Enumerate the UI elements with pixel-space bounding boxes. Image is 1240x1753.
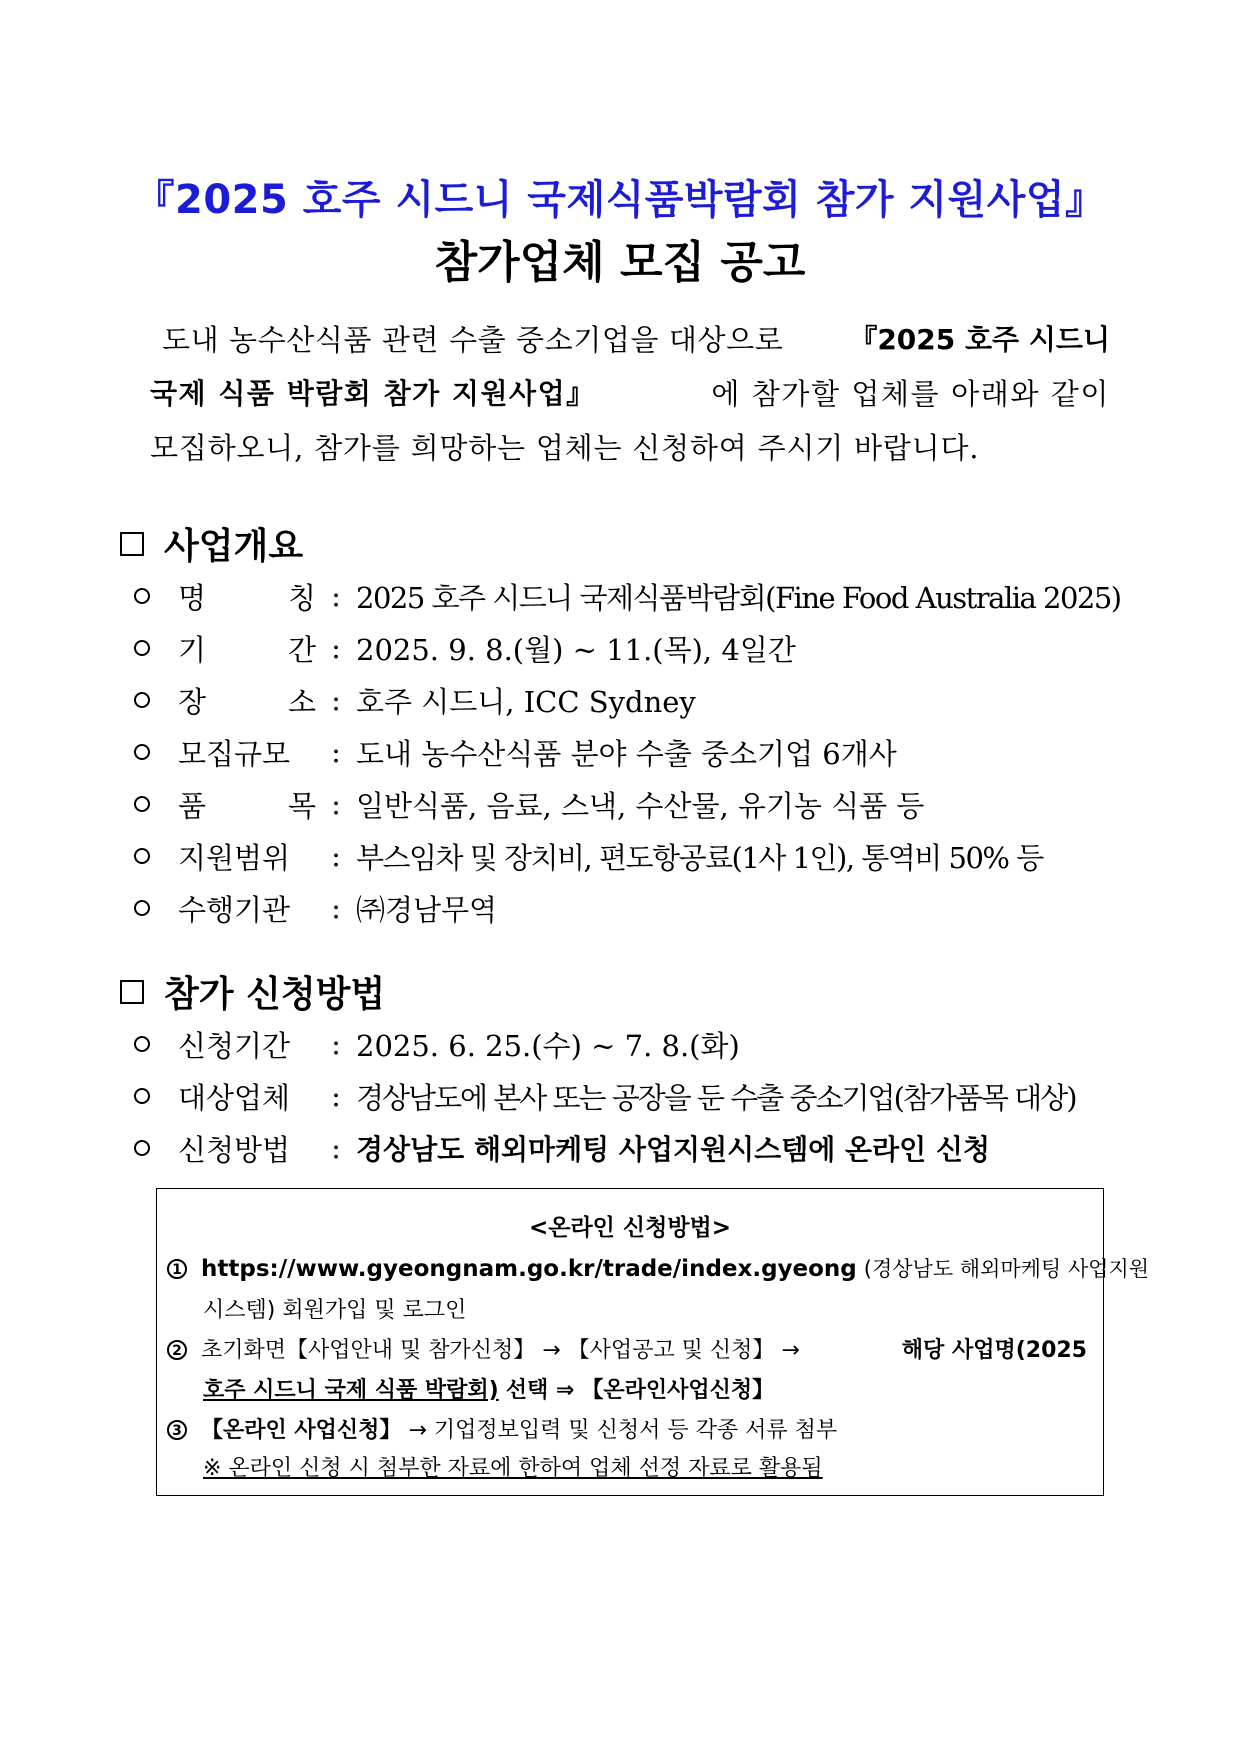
intro-bold-1: 『2025 호주 시드니 — [849, 323, 1110, 356]
step-2-text-c: 호주 시드니 국제 식품 박람회) — [203, 1378, 499, 1403]
item-label: 신청기간 — [178, 1028, 291, 1063]
item-colon: : — [331, 631, 341, 665]
circle-bullet-icon — [134, 848, 150, 864]
step-3-text-a: 【온라인 사업신청】 — [201, 1418, 402, 1443]
item-label: 품 목 — [178, 788, 316, 823]
step-3-text-b: → 기업정보입력 및 신청서 등 각종 서류 첨부 — [408, 1418, 838, 1443]
item-value: 도내 농수산식품 분야 수출 중소기업 6개사 — [356, 736, 897, 771]
note-text: ※ 온라인 신청 시 첨부한 자료에 한하여 업체 선정 자료로 활용됨 — [203, 1456, 823, 1481]
step-2-text-a: 초기화면【사업안내 및 참가신청】 → 【사업공고 및 신청】 → — [201, 1338, 800, 1363]
circle-bullet-icon — [134, 796, 150, 812]
section-heading-application — [120, 966, 385, 1017]
intro-bold-2: 국제 식품 박람회 참가 지원사업』 — [150, 377, 596, 410]
item-colon: : — [331, 1027, 341, 1061]
document-subtitle: 참가업체 모집 공고 — [434, 237, 806, 288]
circle-bullet-icon — [134, 900, 150, 916]
item-value: ㈜경남무역 — [356, 892, 498, 927]
item-label: 명 칭 — [178, 580, 316, 615]
item-colon: : — [331, 1079, 341, 1113]
circle-bullet-icon — [134, 692, 150, 708]
step-2-text-d: 선택 ⇒ — [505, 1378, 575, 1403]
overview-item-name — [134, 576, 1121, 616]
overview-item-support — [134, 836, 1114, 876]
item-label: 장 소 — [178, 684, 316, 719]
overview-item-venue — [134, 680, 1114, 720]
item-colon: : — [331, 891, 341, 925]
section-title: 사업개요 — [164, 526, 304, 567]
circle-bullet-icon — [134, 588, 150, 604]
item-colon: : — [331, 839, 341, 873]
step-2-text-e: 【온라인사업신청】 — [581, 1378, 775, 1403]
application-item-period — [134, 1024, 1114, 1064]
circle-bullet-icon — [134, 1036, 150, 1052]
item-value: 일반식품, 음료, 스낵, 수산물, 유기농 식품 등 — [356, 788, 925, 823]
intro-line-3 — [150, 426, 1110, 467]
item-colon: : — [331, 787, 341, 821]
intro-text-3: 모집하오니, 참가를 희망하는 업체는 신청하여 주시기 바랍니다. — [150, 431, 980, 465]
item-label: 수행기관 — [178, 892, 291, 927]
intro-line-1 — [150, 318, 1110, 359]
intro-text-1: 도내 농수산식품 관련 수출 중소기업을 대상으로 — [162, 323, 784, 357]
step-1-line-1 — [167, 1253, 1150, 1283]
circled-number-icon: 2 — [167, 1340, 187, 1360]
application-item-target — [134, 1076, 1114, 1116]
step-2-text-b: 해당 사업명(2025 — [901, 1338, 1087, 1363]
item-value: 2025. 9. 8.(월) ~ 11.(목), 4일간 — [356, 632, 796, 667]
item-label: 기 간 — [178, 632, 316, 667]
circled-number-icon: 1 — [167, 1259, 187, 1279]
item-label: 대상업체 — [178, 1080, 291, 1115]
circled-number-icon: 3 — [167, 1420, 187, 1440]
step-1-line-2 — [167, 1293, 1123, 1324]
box-title: <온라인 신청방법> — [528, 1215, 732, 1241]
item-value: 호주 시드니, ICC Sydney — [356, 684, 696, 719]
intro-line-2 — [150, 372, 1110, 413]
item-colon: : — [331, 735, 341, 769]
circle-bullet-icon — [134, 1140, 150, 1156]
step-1-paren: (경상남도 해외마케팅 사업지원 — [863, 1257, 1150, 1281]
item-value: 경상남도 해외마케팅 사업지원시스템에 온라인 신청 — [356, 1133, 991, 1166]
step-2-line-1 — [167, 1333, 1087, 1364]
overview-item-period — [134, 628, 1114, 668]
item-label: 지원범위 — [178, 840, 291, 875]
step-1-text: 시스템) 회원가입 및 로그인 — [203, 1298, 467, 1323]
note-line — [167, 1451, 1123, 1482]
section-heading-overview — [120, 518, 303, 569]
circle-bullet-icon — [134, 1088, 150, 1104]
item-value: 부스임차 및 장치비, 편도항공료(1사 1인), 통역비 50% 등 — [356, 840, 1043, 875]
item-label: 신청방법 — [178, 1132, 291, 1167]
item-colon: : — [331, 1131, 341, 1165]
overview-item-agency — [134, 888, 1114, 928]
item-value: 2025. 6. 25.(수) ~ 7. 8.(화) — [356, 1028, 740, 1063]
section-title: 참가 신청방법 — [164, 974, 386, 1015]
checkbox-icon — [120, 532, 144, 556]
item-colon: : — [331, 579, 341, 613]
overview-item-scale — [134, 732, 1114, 772]
intro-text-2: 에 참가할 업체를 아래와 같이 — [711, 377, 1110, 411]
online-application-box — [156, 1188, 1150, 1496]
item-label: 모집규모 — [178, 736, 291, 771]
item-value: 경상남도에 본사 또는 공장을 둔 수출 중소기업(참가품목 대상) — [356, 1080, 1076, 1115]
checkbox-icon — [120, 980, 144, 1004]
item-value: 2025 호주 시드니 국제식품박람회(Fine Food Australia 2025) — [356, 580, 1121, 615]
item-colon: : — [331, 683, 341, 717]
circle-bullet-icon — [134, 744, 150, 760]
document-title: 『2025 호주 시드니 국제식품박람회 참가 지원사업』 — [134, 177, 1106, 223]
application-url-link[interactable]: https://www.gyeongnam.go.kr/trade/index.gyeong — [201, 1256, 857, 1282]
application-item-method — [134, 1128, 1114, 1168]
step-2-line-2 — [167, 1373, 1123, 1404]
overview-item-products — [134, 784, 1114, 824]
circle-bullet-icon — [134, 640, 150, 656]
step-3-line — [167, 1413, 1087, 1444]
